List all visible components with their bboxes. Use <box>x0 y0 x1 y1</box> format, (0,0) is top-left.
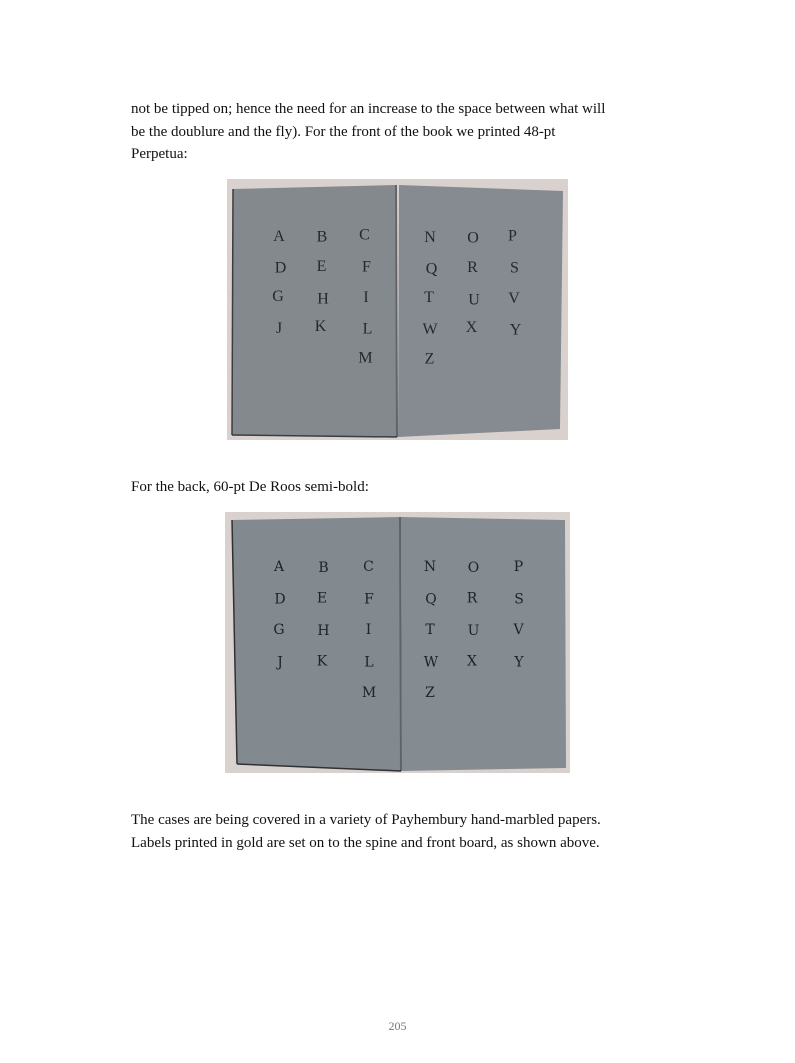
printed-letter: D <box>274 259 287 277</box>
printed-letter: L <box>362 320 373 338</box>
printed-letter: F <box>362 258 371 276</box>
printed-letter: P <box>513 559 524 575</box>
intro-line: not be tipped on; hence the need for an increase to the space between what will <box>131 101 606 117</box>
printed-letter: A <box>273 559 285 575</box>
printed-letter: F <box>364 591 374 608</box>
printed-letter: A <box>273 228 285 245</box>
intro-line: be the doublure and the fly). For the front of the book we printed 48-pt <box>131 123 556 140</box>
front-alphabet-photo <box>227 179 568 440</box>
printed-letter: B <box>316 228 328 246</box>
page-number: 205 <box>388 1019 407 1033</box>
printed-letter: J <box>277 654 283 671</box>
gutter-line <box>400 517 401 771</box>
back-caption: For the back, 60-pt De Roos semi-bold: <box>131 479 369 495</box>
printed-letter: I <box>363 289 369 306</box>
printed-letter: K <box>314 318 327 335</box>
printed-letter: V <box>508 290 520 307</box>
printed-letter: Z <box>424 350 435 368</box>
printed-letter: E <box>316 590 328 607</box>
printed-letter: N <box>423 559 437 575</box>
printed-letter: Y <box>509 321 522 339</box>
printed-letter: S <box>514 591 524 608</box>
printed-letter: W <box>423 654 439 671</box>
printed-letter: M <box>361 685 377 701</box>
printed-letter: G <box>272 288 284 305</box>
printed-letter: U <box>467 623 480 639</box>
printed-letter: Q <box>425 260 438 278</box>
closing-line: The cases are being covered in a variety of Payhembury hand-marbled papers. <box>131 812 601 828</box>
printed-letter: I <box>365 622 372 638</box>
back-book-spread <box>225 512 570 773</box>
printed-letter: X <box>467 653 477 670</box>
closing-paragraph <box>131 809 663 854</box>
printed-letter: O <box>467 560 480 576</box>
right-page <box>401 517 566 771</box>
printed-letter: B <box>318 560 329 576</box>
printed-letter: D <box>274 591 286 608</box>
printed-letter: V <box>513 622 524 638</box>
printed-letter: C <box>363 559 374 575</box>
printed-letter: N <box>424 229 436 246</box>
printed-letter: Q <box>425 591 437 608</box>
printed-letter: G <box>273 622 285 638</box>
printed-letter: P <box>508 227 517 245</box>
printed-letter: S <box>510 259 519 277</box>
printed-letter: H <box>317 290 329 308</box>
printed-letter: J <box>275 320 283 337</box>
printed-letter: T <box>424 289 434 306</box>
printed-letter: W <box>422 321 438 338</box>
back-alphabet-photo <box>225 512 570 773</box>
printed-letter: R <box>466 590 478 607</box>
printed-letter: E <box>316 258 327 275</box>
printed-letter: Y <box>514 654 524 671</box>
printed-letter: M <box>358 349 373 367</box>
printed-letter: U <box>468 291 480 309</box>
printed-letter: X <box>465 319 478 336</box>
printed-letter: C <box>359 226 370 244</box>
printed-letter: L <box>364 654 374 671</box>
printed-letter: K <box>316 653 328 670</box>
closing-line: Labels printed in gold are set on to the spine and front board, as shown above. <box>131 834 600 851</box>
gutter-line <box>396 185 397 437</box>
printed-letter: T <box>425 622 435 638</box>
intro-line: Perpetua: <box>131 146 188 162</box>
printed-letter: Z <box>425 685 435 701</box>
left-page <box>232 517 401 771</box>
left-edge <box>232 189 233 435</box>
printed-letter: H <box>317 623 330 639</box>
left-page <box>232 185 397 437</box>
right-page <box>398 185 563 437</box>
intro-paragraph <box>131 98 663 166</box>
printed-letter: R <box>467 259 478 276</box>
printed-letter: O <box>467 229 479 247</box>
front-book-spread <box>227 179 568 440</box>
